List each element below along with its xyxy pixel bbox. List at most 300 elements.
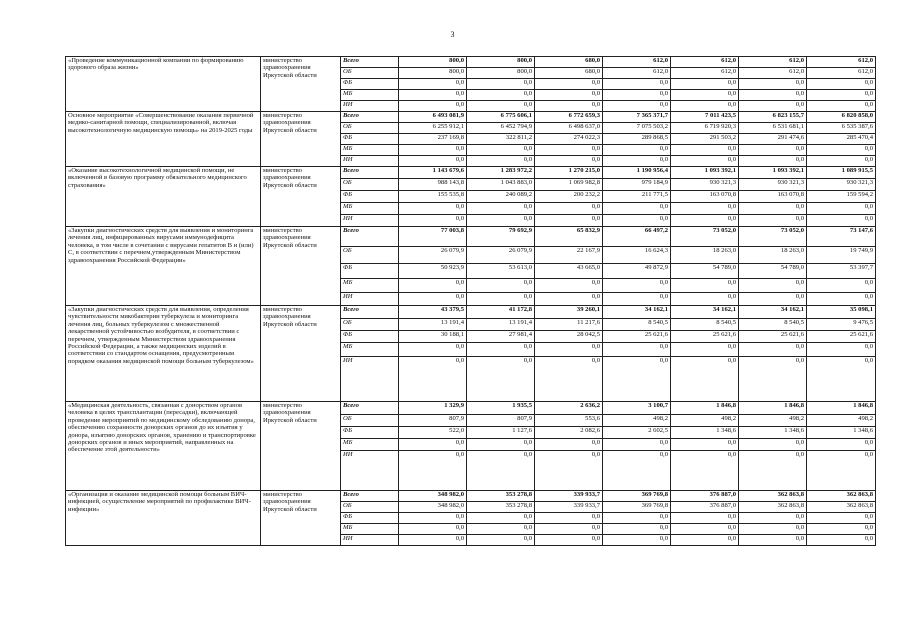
amount-cell: 0,0 [467,79,535,90]
amount-cell: 1 329,9 [399,402,467,415]
amount-cell: 27 981,4 [467,331,535,343]
funding-source-cell: Всего [341,402,399,415]
funding-source-cell: ОБ [341,247,399,264]
amount-cell: 274 022,3 [535,134,603,145]
amount-cell: 0,0 [739,215,807,227]
amount-cell: 0,0 [535,293,603,306]
funding-source-cell: МБ [341,524,399,535]
amount-cell: 9 476,5 [807,319,876,331]
amount-cell: 0,0 [603,145,671,156]
amount-cell: 1 089 915,5 [807,167,876,179]
amount-cell: 362 863,8 [807,502,876,513]
event-name-cell: Основное мероприятие «Совершенствование оказания первичной медико-санитарной помощи, специализированной, включая высокотехнологичную медицинскую помощь» на 2019-2025 годы [66,112,261,167]
amount-cell: 1 846,8 [671,402,739,415]
amount-cell: 0,0 [739,293,807,306]
amount-cell: 0,0 [671,79,739,90]
amount-cell: 1 127,6 [467,427,535,439]
amount-cell: 8 540,5 [671,319,739,331]
amount-cell: 0,0 [603,101,671,112]
amount-cell: 680,0 [535,57,603,68]
amount-cell: 0,0 [807,279,876,293]
amount-cell: 2 602,5 [603,427,671,439]
amount-cell: 1 846,8 [807,402,876,415]
amount-cell: 8 540,5 [603,319,671,331]
amount-cell: 0,0 [467,203,535,215]
amount-cell: 0,0 [399,145,467,156]
event-name-cell: «Закупки диагностических средств для выявления, определения чувствительности микобактерии туберкулеза и мониторинга лечения лиц, больных туберкулезом с множественной лекарственной устойчивостью возбудителя, в соответствии с перечнем, утвержденным Министерством здравоохранения Российской Федерации, а также медицинских изделий в соответствии со стандартом оснащения, предусмотренным порядком оказания медицинской помощи больным туберкулезом» [66,306,261,402]
amount-cell: 0,0 [399,451,467,491]
amount-cell: 6 535 387,6 [807,123,876,134]
amount-cell: 498,2 [807,415,876,427]
amount-cell: 7 011 423,5 [671,112,739,123]
amount-cell: 0,0 [535,524,603,535]
amount-cell: 34 162,1 [603,306,671,319]
amount-cell: 348 982,0 [399,491,467,502]
amount-cell: 0,0 [535,145,603,156]
funding-source-cell: Всего [341,167,399,179]
amount-cell: 0,0 [467,90,535,101]
amount-cell: 0,0 [603,215,671,227]
amount-cell: 0,0 [739,145,807,156]
amount-cell: 0,0 [807,451,876,491]
funding-source-cell: ФБ [341,134,399,145]
amount-cell: 285 470,4 [807,134,876,145]
funding-source-cell: ФБ [341,427,399,439]
amount-cell: 0,0 [535,279,603,293]
amount-cell: 0,0 [535,156,603,167]
amount-cell: 0,0 [399,279,467,293]
amount-cell: 11 217,6 [535,319,603,331]
amount-cell: 1 093 392,1 [739,167,807,179]
funding-source-cell: МБ [341,343,399,357]
executor-cell: министерство здравоохранения Иркутской области [261,306,341,402]
amount-cell: 291 474,6 [739,134,807,145]
amount-cell: 18 263,0 [739,247,807,264]
amount-cell: 13 191,4 [399,319,467,331]
funding-source-cell: ИИ [341,101,399,112]
funding-source-cell: ИИ [341,215,399,227]
amount-cell: 0,0 [603,293,671,306]
amount-cell: 54 789,0 [739,264,807,279]
amount-cell: 930 321,3 [807,179,876,191]
funding-source-cell: ИИ [341,535,399,546]
amount-cell: 1 348,6 [807,427,876,439]
amount-cell: 0,0 [807,293,876,306]
amount-cell: 1 270 215,0 [535,167,603,179]
amount-cell: 0,0 [739,535,807,546]
amount-cell: 53 613,0 [467,264,535,279]
amount-cell: 369 769,8 [603,491,671,502]
amount-cell: 1 093 392,1 [671,167,739,179]
amount-cell: 0,0 [807,90,876,101]
funding-source-cell: МБ [341,203,399,215]
amount-cell: 0,0 [603,513,671,524]
amount-cell: 0,0 [739,203,807,215]
amount-cell: 800,0 [467,68,535,79]
amount-cell: 77 003,8 [399,227,467,247]
amount-cell: 362 863,8 [807,491,876,502]
amount-cell: 0,0 [467,293,535,306]
amount-cell: 25 621,6 [739,331,807,343]
amount-cell: 0,0 [535,451,603,491]
amount-cell: 0,0 [671,343,739,357]
table-row [66,112,876,123]
amount-cell: 1 043 883,0 [467,179,535,191]
amount-cell: 1 143 679,6 [399,167,467,179]
amount-cell: 25 621,6 [603,331,671,343]
amount-cell: 0,0 [399,513,467,524]
table-row [66,227,876,247]
amount-cell: 41 172,8 [467,306,535,319]
amount-cell: 0,0 [467,101,535,112]
amount-cell: 34 162,1 [739,306,807,319]
amount-cell: 0,0 [603,451,671,491]
amount-cell: 0,0 [535,101,603,112]
amount-cell: 612,0 [807,57,876,68]
amount-cell: 0,0 [671,215,739,227]
amount-cell: 680,0 [535,68,603,79]
amount-cell: 0,0 [739,524,807,535]
amount-cell: 1 190 956,4 [603,167,671,179]
amount-cell: 0,0 [603,439,671,451]
amount-cell: 1 069 982,8 [535,179,603,191]
amount-cell: 0,0 [807,535,876,546]
amount-cell: 6 820 858,0 [807,112,876,123]
budget-table [65,56,876,546]
amount-cell: 0,0 [603,524,671,535]
amount-cell: 6 452 794,9 [467,123,535,134]
amount-cell: 0,0 [399,101,467,112]
amount-cell: 73 147,6 [807,227,876,247]
amount-cell: 53 397,7 [807,264,876,279]
funding-source-cell: ФБ [341,513,399,524]
amount-cell: 0,0 [807,524,876,535]
executor-cell: министерство здравоохранения Иркутской области [261,112,341,167]
amount-cell: 0,0 [535,439,603,451]
amount-cell: 612,0 [807,68,876,79]
amount-cell: 73 052,0 [671,227,739,247]
amount-cell: 0,0 [671,156,739,167]
table-row [66,402,876,415]
amount-cell: 0,0 [399,215,467,227]
amount-cell: 6 823 155,7 [739,112,807,123]
amount-cell: 65 832,9 [535,227,603,247]
amount-cell: 0,0 [739,513,807,524]
funding-source-cell: ОБ [341,502,399,513]
amount-cell: 0,0 [467,343,535,357]
amount-cell: 498,2 [603,415,671,427]
amount-cell: 0,0 [399,343,467,357]
amount-cell: 522,0 [399,427,467,439]
amount-cell: 339 933,7 [535,491,603,502]
amount-cell: 19 749,9 [807,247,876,264]
amount-cell: 353 278,8 [467,502,535,513]
amount-cell: 612,0 [739,68,807,79]
amount-cell: 0,0 [399,535,467,546]
amount-cell: 43 379,5 [399,306,467,319]
amount-cell: 0,0 [671,451,739,491]
funding-source-cell: МБ [341,90,399,101]
amount-cell: 16 624,3 [603,247,671,264]
amount-cell: 237 169,8 [399,134,467,145]
funding-source-cell: Всего [341,306,399,319]
amount-cell: 1 283 972,2 [467,167,535,179]
amount-cell: 0,0 [399,357,467,402]
amount-cell: 6 255 912,1 [399,123,467,134]
amount-cell: 28 042,5 [535,331,603,343]
amount-cell: 800,0 [399,68,467,79]
amount-cell: 800,0 [467,57,535,68]
amount-cell: 612,0 [603,68,671,79]
amount-cell: 553,6 [535,415,603,427]
amount-cell: 0,0 [807,439,876,451]
amount-cell: 0,0 [467,357,535,402]
amount-cell: 0,0 [467,524,535,535]
amount-cell: 353 278,8 [467,491,535,502]
amount-cell: 0,0 [603,79,671,90]
amount-cell: 0,0 [671,279,739,293]
executor-cell: министерство здравоохранения Иркутской области [261,57,341,112]
amount-cell: 0,0 [399,90,467,101]
amount-cell: 0,0 [671,145,739,156]
amount-cell: 0,0 [739,279,807,293]
amount-cell: 0,0 [671,535,739,546]
amount-cell: 376 887,0 [671,491,739,502]
amount-cell: 0,0 [535,357,603,402]
amount-cell: 0,0 [467,156,535,167]
funding-source-cell: Всего [341,491,399,502]
amount-cell: 0,0 [739,79,807,90]
funding-source-cell: ИИ [341,357,399,402]
amount-cell: 155 535,8 [399,191,467,203]
amount-cell: 0,0 [467,535,535,546]
amount-cell: 0,0 [671,439,739,451]
amount-cell: 0,0 [603,279,671,293]
table-row [66,57,876,68]
amount-cell: 291 503,2 [671,134,739,145]
amount-cell: 0,0 [807,145,876,156]
funding-source-cell: ИИ [341,293,399,306]
amount-cell: 26 079,9 [399,247,467,264]
amount-cell: 0,0 [467,215,535,227]
amount-cell: 0,0 [535,90,603,101]
amount-cell: 0,0 [671,513,739,524]
amount-cell: 0,0 [807,343,876,357]
amount-cell: 0,0 [807,156,876,167]
amount-cell: 498,2 [671,415,739,427]
amount-cell: 0,0 [739,156,807,167]
amount-cell: 612,0 [603,57,671,68]
amount-cell: 2 636,2 [535,402,603,415]
amount-cell: 0,0 [807,101,876,112]
amount-cell: 0,0 [399,79,467,90]
amount-cell: 211 771,5 [603,191,671,203]
amount-cell: 930 321,3 [671,179,739,191]
funding-source-cell: МБ [341,279,399,293]
amount-cell: 289 868,5 [603,134,671,145]
amount-cell: 322 811,2 [467,134,535,145]
amount-cell: 0,0 [671,524,739,535]
amount-cell: 0,0 [399,439,467,451]
amount-cell: 0,0 [807,215,876,227]
amount-cell: 34 162,1 [671,306,739,319]
amount-cell: 498,2 [739,415,807,427]
amount-cell: 0,0 [603,357,671,402]
amount-cell: 0,0 [603,343,671,357]
amount-cell: 0,0 [535,215,603,227]
amount-cell: 240 089,2 [467,191,535,203]
amount-cell: 6 498 637,0 [535,123,603,134]
amount-cell: 0,0 [671,357,739,402]
amount-cell: 1 935,5 [467,402,535,415]
amount-cell: 163 070,8 [739,191,807,203]
amount-cell: 0,0 [739,451,807,491]
funding-source-cell: ИИ [341,451,399,491]
amount-cell: 348 982,0 [399,502,467,513]
amount-cell: 22 167,9 [535,247,603,264]
amount-cell: 25 621,6 [807,331,876,343]
funding-source-cell: ОБ [341,319,399,331]
amount-cell: 7 075 503,2 [603,123,671,134]
amount-cell: 0,0 [739,357,807,402]
event-name-cell: «Организация и оказание медицинской помощи больным ВИЧ-инфекцией, осуществление мероприятий по профилактике ВИЧ-инфекции» [66,491,261,546]
amount-cell: 6 493 081,9 [399,112,467,123]
amount-cell: 800,0 [399,57,467,68]
amount-cell: 66 497,2 [603,227,671,247]
amount-cell: 3 100,7 [603,402,671,415]
amount-cell: 0,0 [739,343,807,357]
amount-cell: 979 184,9 [603,179,671,191]
amount-cell: 1 348,6 [739,427,807,439]
amount-cell: 807,9 [399,415,467,427]
amount-cell: 0,0 [603,156,671,167]
funding-source-cell: Всего [341,57,399,68]
amount-cell: 7 365 371,7 [603,112,671,123]
amount-cell: 18 263,0 [671,247,739,264]
table-row [66,491,876,502]
amount-cell: 30 188,1 [399,331,467,343]
amount-cell: 0,0 [399,293,467,306]
event-name-cell: «Медицинская деятельность, связанная с донорством органов человека в целях трансплантации (пересадки), включающей проведение мероприятий по медицинскому обследованию донора, обеспечению сохранности донорских органов до их изъятия у донора, изъятию донорских органов, хранению и транспортировке донорских органов и иных мероприятий, направленных на обеспечение этой деятельности» [66,402,261,491]
amount-cell: 13 191,4 [467,319,535,331]
amount-cell: 1 846,8 [739,402,807,415]
amount-cell: 0,0 [535,79,603,90]
funding-source-cell: ОБ [341,179,399,191]
amount-cell: 612,0 [671,57,739,68]
amount-cell: 73 052,0 [739,227,807,247]
funding-source-cell: Всего [341,112,399,123]
event-name-cell: «Оказание высокотехнологичной медицинской помощи, не включенной в базовую программу обязательного медицинского страхования» [66,167,261,227]
amount-cell: 0,0 [467,513,535,524]
amount-cell: 369 769,8 [603,502,671,513]
amount-cell: 0,0 [535,343,603,357]
amount-cell: 0,0 [671,90,739,101]
amount-cell: 2 082,6 [535,427,603,439]
amount-cell: 612,0 [739,57,807,68]
amount-cell: 0,0 [467,439,535,451]
amount-cell: 163 070,8 [671,191,739,203]
amount-cell: 362 863,8 [739,491,807,502]
funding-source-cell: ФБ [341,264,399,279]
amount-cell: 6 772 659,3 [535,112,603,123]
event-name-cell: «Проведение коммуникационной компании по формированию здорового образа жизни» [66,57,261,112]
table-row [66,167,876,179]
amount-cell: 0,0 [603,535,671,546]
funding-source-cell: МБ [341,439,399,451]
executor-cell: министерство здравоохранения Иркутской области [261,402,341,491]
amount-cell: 0,0 [399,156,467,167]
amount-cell: 930 321,3 [739,179,807,191]
amount-cell: 6 531 681,1 [739,123,807,134]
funding-source-cell: ФБ [341,331,399,343]
amount-cell: 0,0 [807,513,876,524]
amount-cell: 339 933,7 [535,502,603,513]
amount-cell: 79 692,9 [467,227,535,247]
amount-cell: 26 079,9 [467,247,535,264]
amount-cell: 54 789,0 [671,264,739,279]
amount-cell: 0,0 [671,101,739,112]
amount-cell: 0,0 [671,203,739,215]
amount-cell: 612,0 [671,68,739,79]
amount-cell: 0,0 [739,101,807,112]
amount-cell: 39 260,1 [535,306,603,319]
funding-source-cell: Всего [341,227,399,247]
amount-cell: 0,0 [807,79,876,90]
funding-source-cell: ФБ [341,79,399,90]
executor-cell: министерство здравоохранения Иркутской области [261,227,341,306]
amount-cell: 0,0 [535,203,603,215]
amount-cell: 1 348,6 [671,427,739,439]
amount-cell: 43 665,0 [535,264,603,279]
page-number: 3 [450,30,455,39]
amount-cell: 0,0 [671,293,739,306]
amount-cell: 25 621,6 [671,331,739,343]
funding-source-cell: ФБ [341,191,399,203]
funding-source-cell: ИИ [341,156,399,167]
amount-cell: 362 863,8 [739,502,807,513]
amount-cell: 0,0 [467,279,535,293]
amount-cell: 0,0 [603,203,671,215]
amount-cell: 0,0 [535,535,603,546]
amount-cell: 0,0 [739,90,807,101]
amount-cell: 159 594,2 [807,191,876,203]
amount-cell: 0,0 [467,145,535,156]
amount-cell: 0,0 [535,513,603,524]
amount-cell: 50 923,9 [399,264,467,279]
funding-source-cell: ОБ [341,415,399,427]
amount-cell: 35 098,1 [807,306,876,319]
amount-cell: 0,0 [399,203,467,215]
executor-cell: министерство здравоохранения Иркутской области [261,491,341,546]
executor-cell: министерство здравоохранения Иркутской области [261,167,341,227]
amount-cell: 8 540,5 [739,319,807,331]
event-name-cell: «Закупки диагностических средств для выявления и мониторинга лечения лиц, инфицированных вирусами иммунодефицита человека, в том числе в сочетании с вирусами гепатитов B и (или) C, в соответствии с перечнем,утвержденным Министерством здравоохранения Российской Федерации» [66,227,261,306]
amount-cell: 0,0 [399,524,467,535]
funding-source-cell: МБ [341,145,399,156]
amount-cell: 49 872,9 [603,264,671,279]
funding-source-cell: ОБ [341,68,399,79]
amount-cell: 0,0 [807,203,876,215]
amount-cell: 6 719 920,3 [671,123,739,134]
funding-source-cell: ОБ [341,123,399,134]
table-row [66,306,876,319]
amount-cell: 807,9 [467,415,535,427]
amount-cell: 0,0 [603,90,671,101]
amount-cell: 0,0 [467,451,535,491]
amount-cell: 0,0 [739,439,807,451]
amount-cell: 0,0 [807,357,876,402]
amount-cell: 988 143,8 [399,179,467,191]
